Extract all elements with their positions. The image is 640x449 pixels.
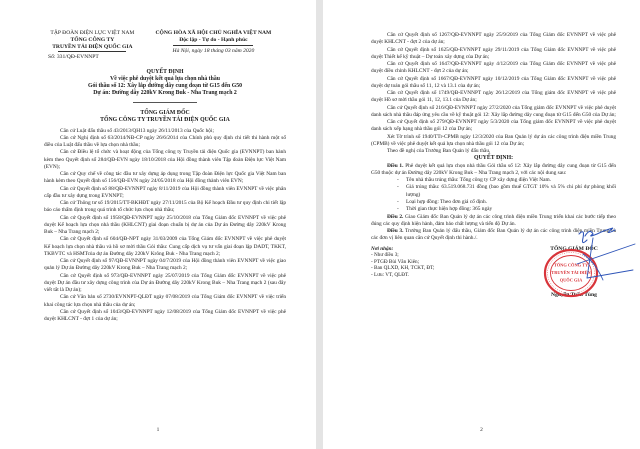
parent-organization: TẬP ĐOÀN ĐIỆN LỰC VIỆT NAM [50, 30, 135, 36]
legal-basis-paragraph: Căn cứ Quyết định số 1043/QĐ-EVNNPT ngày 12/08/2019 của Tổng Giám đốc EVNNPT về việc phê duyệt KHLCNT - đợt 1 của dự án; [44, 308, 286, 323]
contract-duration: - Thời gian thực hiện hợp đồng: 365 ngày [397, 206, 616, 213]
issuing-authority [44, 110, 286, 124]
legal-basis-paragraph: Căn cứ Luật đấu thầu số 43/2013/QH13 ngày 26/11/2013 của Quốc hội; [60, 127, 214, 134]
article-1-text: Phê duyệt kết quả lựa chọn nhà thầu Gói thầu số 12: Xây lắp đường dây cung đoạn từ G15 đến G50 thuộc dự án Đường dây 220kV Krong Buk – Nha Trang mạch 2, với các nội dung sau: [371, 162, 617, 176]
official-seal-icon [543, 248, 599, 298]
legal-basis-paragraph: Căn cứ Điều lệ tổ chức và hoạt động của Tổng công ty Truyền tải điện Quốc gia (EVNNPT) ban hành kèm theo Quyết định số 284/QĐ-EVN ngày 18/10/2018 của Hội đồng thành viên Tập đoàn Điện lực Việt Nam (EVN); [44, 149, 286, 170]
legal-basis-paragraph: Căn cứ Quyết định số 279/QĐ-EVNNPT ngày 5/3/2020 của Tổng giám đốc EVNNPT về việc phê duyệt danh sách xếp hạng nhà thầu gói 12 của Dự án; [371, 119, 616, 133]
recipients-title: Nơi nhận: [371, 245, 394, 252]
place-and-date: Hà Nội, ngày 18 tháng 03 năm 2020 [172, 47, 255, 54]
page-number: 2 [480, 427, 483, 433]
recipient-item: - Ban QLXD, KH, TCKT, ĐT; [371, 265, 435, 272]
legal-basis-paragraph: Căn cứ Nghị định số 63/2014/NĐ-CP ngày 26/6/2014 của Chính phủ quy định chi tiết thi hành một số điều của Luật đấu thầu về lựa chọn nhà thầu; [44, 134, 286, 149]
authority-title: TỔNG GIÁM ĐỐC [140, 110, 190, 117]
recipient-item: - Như điều 3; [371, 252, 399, 259]
article-1 [371, 163, 616, 178]
article-2-label: Điều 2. [387, 213, 404, 220]
recipient-item: - Lưu: VT, QLĐT. [371, 272, 410, 279]
document-subject: Về việc phê duyệt kết quả lựa chọn nhà thầu [110, 76, 220, 83]
recipient-item: - PTGĐ Bùi Văn Kiên; [371, 258, 420, 265]
organization-name-line1: TỔNG CÔNG TY [70, 36, 115, 43]
legal-basis-paragraph: Căn cứ Quyết định số 88/QĐ-EVNNPT ngày 8/11/2019 của Hội đồng thành viên EVNNPT về việc phân cấp đầu tư xây dựng trong EVNNPT; [44, 185, 286, 199]
motto-underline [173, 45, 253, 46]
legal-basis-paragraph: Căn cứ Thông tư số 19/2015/TT-BKHĐT ngày 27/11/2015 của Bộ Kế hoạch Đầu tư quy định chi tiết lập báo cáo thẩm định trong quá trình tổ chức lựa chọn nhà thầu; [44, 200, 286, 214]
decision-heading: QUYẾT ĐỊNH: [473, 155, 514, 162]
document-page-2 [323, 0, 640, 449]
document-header [44, 30, 286, 61]
legal-basis-paragraph: Căn cứ Quyết định số 1647/QĐ-EVNNPT ngày 4/12/2019 của Tổng Giám đốc EVNNPT về việc phê duyệt điều chỉnh KHLCNT - đợt 2 của dự án; [371, 61, 616, 75]
legal-basis-list [44, 128, 286, 324]
winning-bid-price: - Giá trúng thầu: 63.519.068.731 đồng (bao gồm thuế GTGT 10% và 5% chi phí dự phòng khối lượng) [397, 184, 616, 199]
winning-contractor: - Tên nhà thầu trúng thầu: Tổng công ty CP xây dựng điện Việt Nam. [397, 177, 616, 184]
organization-name-line2: TRUYỀN TẢI ĐIỆN QUỐC GIA [52, 43, 133, 50]
proposal-paragraph: Theo đề nghị của Trưởng Ban Quản lý đấu thầu, [387, 148, 491, 154]
authority-organization: TỔNG CÔNG TY TRUYỀN TẢI ĐIỆN QUỐC GIA [100, 117, 230, 124]
legal-basis-paragraph: Căn cứ Quyết định số 1625/QĐ-EVNNPT ngày 29/11/2019 của Tổng Giám đốc EVNNPT về việc phê duyệt Thiết kế kỹ thuật – Dự toán xây dựng của Dự án; [371, 46, 616, 60]
contract-type: - Loại hợp đồng: Theo đơn giá cố định. [397, 199, 616, 206]
legal-basis-list-continued [371, 32, 616, 155]
legal-basis-paragraph: Căn cứ Quyết định số 1749/QĐ-EVNNPT ngày 26/12/2019 của Tổng giám đốc EVNNPT về việc phê duyệt Hồ sơ mời thầu gói 11, 12, 13.1 của Dự án; [371, 90, 616, 104]
article-1-label: Điều 1. [387, 162, 404, 169]
signer-name: Nguyễn Tuấn Tùng [551, 291, 597, 298]
issuing-organization [44, 30, 141, 61]
page-divider [316, 0, 323, 449]
article-3-label: Điều 3. [387, 228, 404, 235]
legal-basis-paragraph: Căn cứ Văn bản số 2730/EVNNPT-QLĐT ngày 07/08/2019 của Tổng Giám đốc EVNNPT về việc triển khai công tác lựa chọn nhà thầu của dự án; [44, 294, 286, 308]
article-1-details [371, 177, 616, 213]
legal-basis-paragraph: Căn cứ Quyết định số 1667/QĐ-EVNNPT ngày 10/12/2019 của Tổng Giám đốc EVNNPT về việc phê duyệt dự toán gói thầu số 11, 12 và 13.1 của dự án; [371, 75, 616, 89]
article-2-text: Giao Giám đốc Ban Quản lý dự án các công trình điện miền Trung triển khai các bước tiếp theo đúng các quy định hiện hành, đảm bảo chất lượng và tiến độ Dự án. [371, 213, 616, 227]
legal-basis-paragraph: Căn cứ Quyết định số 216/QĐ-EVNNPT ngày 27/2/2020 của Tổng giám đốc EVNNPT về việc phê duyệt danh sách nhà thầu đáp ứng yêu cầu về kỹ thuật gói 12: Xây lắp đường dây cung đoạn từ G15 đến G50 của Dự án; [371, 104, 616, 118]
recipients-block [371, 246, 435, 279]
submission-paragraph: Xét Tờ trình số 1940/TTr-CPMB ngày 12/3/2020 của Ban Quản lý dự án các công trình điện miền Trung (CPMB) về việc phê duyệt kết quả lựa chọn nhà thầu gói 12 của Dự án; [371, 133, 616, 147]
legal-basis-paragraph: Căn cứ Quyết định số 97/QĐ-EVNNPT ngày 04/7/2019 của Hội đồng thành viên EVNNPT về việc giao quản lý Dự án Đường dây 220kV Krong Buk – Nha Trang mạch 2; [44, 258, 286, 272]
stamp-text-line1: TỔNG CÔNG TY [553, 262, 589, 268]
signature-footer [371, 246, 616, 306]
national-motto: Độc lập - Tự do - Hạnh phúc [179, 36, 248, 43]
document-number: Số: 331/QĐ-EVNNPT [48, 54, 99, 61]
legal-basis-paragraph: Căn cứ Quy chế về công tác đầu tư xây dựng áp dụng trong Tập đoàn Điện lực Quốc gia Việt Nam ban hành kèm theo Quyết định số 156/QĐ-EVN ngày 24/05/2018 của Hội đồng thành viên EVN; [44, 171, 286, 185]
signer-role: TỔNG GIÁM ĐỐC [550, 245, 598, 252]
national-heading [141, 30, 286, 61]
header-underline [58, 51, 126, 52]
stamp-text-line2: TRUYỀN TẢI ĐIỆN [551, 269, 591, 275]
legal-basis-paragraph: Căn cứ Quyết định số 604/QĐ-NPT ngày 31/03/2009 của Tổng Giám đốc EVNNPT về việc phê duyệt Kế hoạch lựa chọn nhà thầu và hồ sơ mời thầu Gói thầu: Cung cấp dịch vụ tư vấn giai đoạn lập DADT, TKKT, TKBVTC và HSMTcủa dự án Đường dây 220kV Krông Buk - Nha Trang mạch 2; [44, 236, 286, 257]
nation-name: CỘNG HÒA XÃ HỘI CHỦ NGHĨA VIỆT NAM [155, 30, 272, 36]
document-type: QUYẾT ĐỊNH [146, 69, 184, 76]
project-name: Dự án: Đường dây 220kV Krong Buk - Nha Trang mạch 2 [93, 90, 237, 97]
article-2 [371, 214, 616, 229]
title-separator [133, 102, 197, 103]
article-3 [371, 228, 616, 243]
legal-basis-paragraph: Căn cứ Quyết định số 1958/QĐ-EVNNPT ngày 25/10/2018 của Tổng Giám đốc EVNNPT về việc phê duyệt Kế hoạch lựa chọn nhà thầu (KHLCNT) giai đoạn chuẩn bị dự án của Dự án Đường dây 220kV Krong Buk – Nha Trang mạch 2; [44, 214, 286, 236]
legal-basis-paragraph: Căn cứ Quyết định số 1267/QĐ-EVNNPT ngày 25/9/2019 của Tổng Giám đốc EVNNPT về việc phê duyệt KHLCNT - đợt 2 của dự án; [371, 32, 616, 46]
decision-title-block [44, 69, 286, 97]
article-3-text: Trưởng Ban Quản lý đấu thầu, Giám đốc Ban Quản lý dự án các công trình điện miền Trung và các đơn vị liên quan căn cứ Quyết định thi hành./. [371, 228, 616, 242]
legal-basis-paragraph: Căn cứ Quyết định số 973/QĐ-EVNNPT ngày 25/07/2019 của Tổng Giám đốc EVNNPT về việc phê duyệt Dự án đầu tư xây dựng công trình của Dự án Đường dây 220kV Krong Buk – Nha Trang mạch 2 (sau đây viết tắt là Dự án); [44, 272, 286, 294]
stamp-text-line3: QUỐC GIA [559, 277, 583, 283]
document-page-1 [0, 0, 316, 449]
bid-package: Gói thầu số 12: Xây lắp đường dây cung đoạn từ G15 đến G50 [88, 83, 242, 90]
page-number: 1 [156, 427, 160, 433]
